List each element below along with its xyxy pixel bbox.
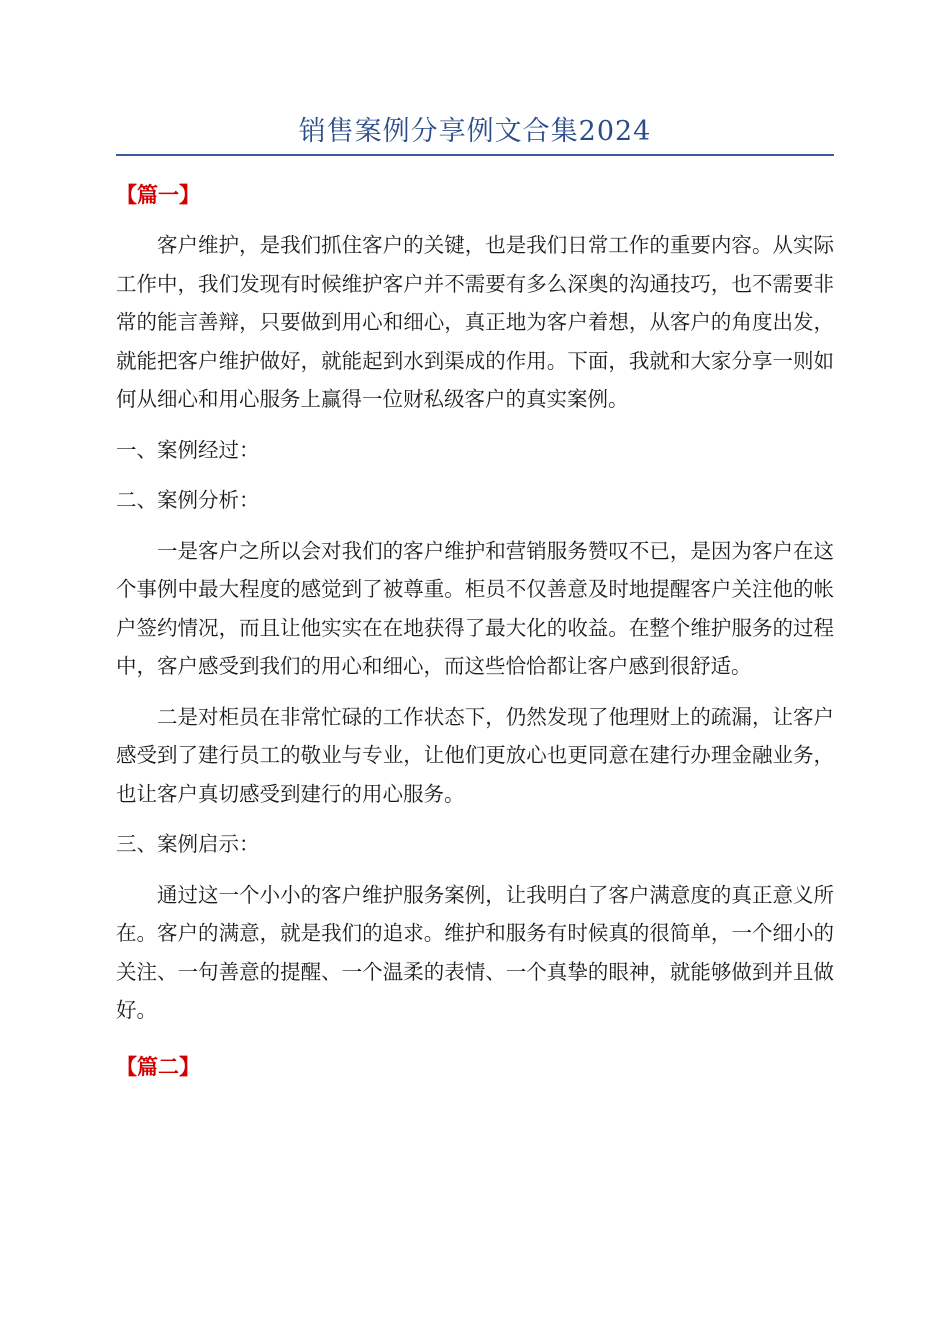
section-heading-2: 【篇二】 [116, 1054, 200, 1079]
paragraph-intro: 客户维护，是我们抓住客户的关键，也是我们日常工作的重要内容。从实际工作中，我们发现有时候维护客户并不需要有多么深奥的沟通技巧，也不需要非常的能言善辩，只要做到用心和细心，真正地为客户着想，从客户的角度出发，就能把客户维护做好，就能起到水到渠成的作用。下面，我就和大家分享一则如何从细心和用心服务上赢得一位财私级客户的真实案例。 [116, 233, 834, 411]
document-body [116, 176, 834, 1098]
subheading-case-analysis: 二、案例分析： [116, 488, 260, 512]
subheading-case-process: 一、案例经过： [116, 437, 260, 462]
page-title: 销售案例分享例文合集2024 [298, 116, 652, 147]
paragraph-analysis-2: 二是对柜员在非常忙碌的工作状态下，仍然发现了他理财上的疏漏，让客户感受到了建行员工的敬业与专业，让他们更放心也更同意在建行办理金融业务，也让客户真切感受到建行的用心服务。 [116, 704, 834, 806]
paragraph-analysis-1: 一是客户之所以会对我们的客户维护和营销服务赞叹不已，是因为客户在这个事例中最大程度的感觉到了被尊重。柜员不仅善意及时地提醒客户关注他的帐户签约情况，而且让他实实在在地获得了最大化的收益。在整个维护服务的过程中，客户感受到我们的用心和细心，而这些恰恰都让客户感到很舒适。 [116, 538, 834, 678]
paragraph-insight: 通过这一个小小的客户维护服务案例，让我明白了客户满意度的真正意义所在。客户的满意，就是我们的追求。维护和服务有时候真的很简单，一个细小的关注、一句善意的提醒、一个温柔的表情、一个真挚的眼神，就能够做到并且做好。 [116, 882, 834, 1022]
title-underline [116, 154, 834, 156]
subheading-case-insight: 三、案例启示： [116, 832, 260, 856]
section-heading-1: 【篇一】 [116, 183, 200, 207]
